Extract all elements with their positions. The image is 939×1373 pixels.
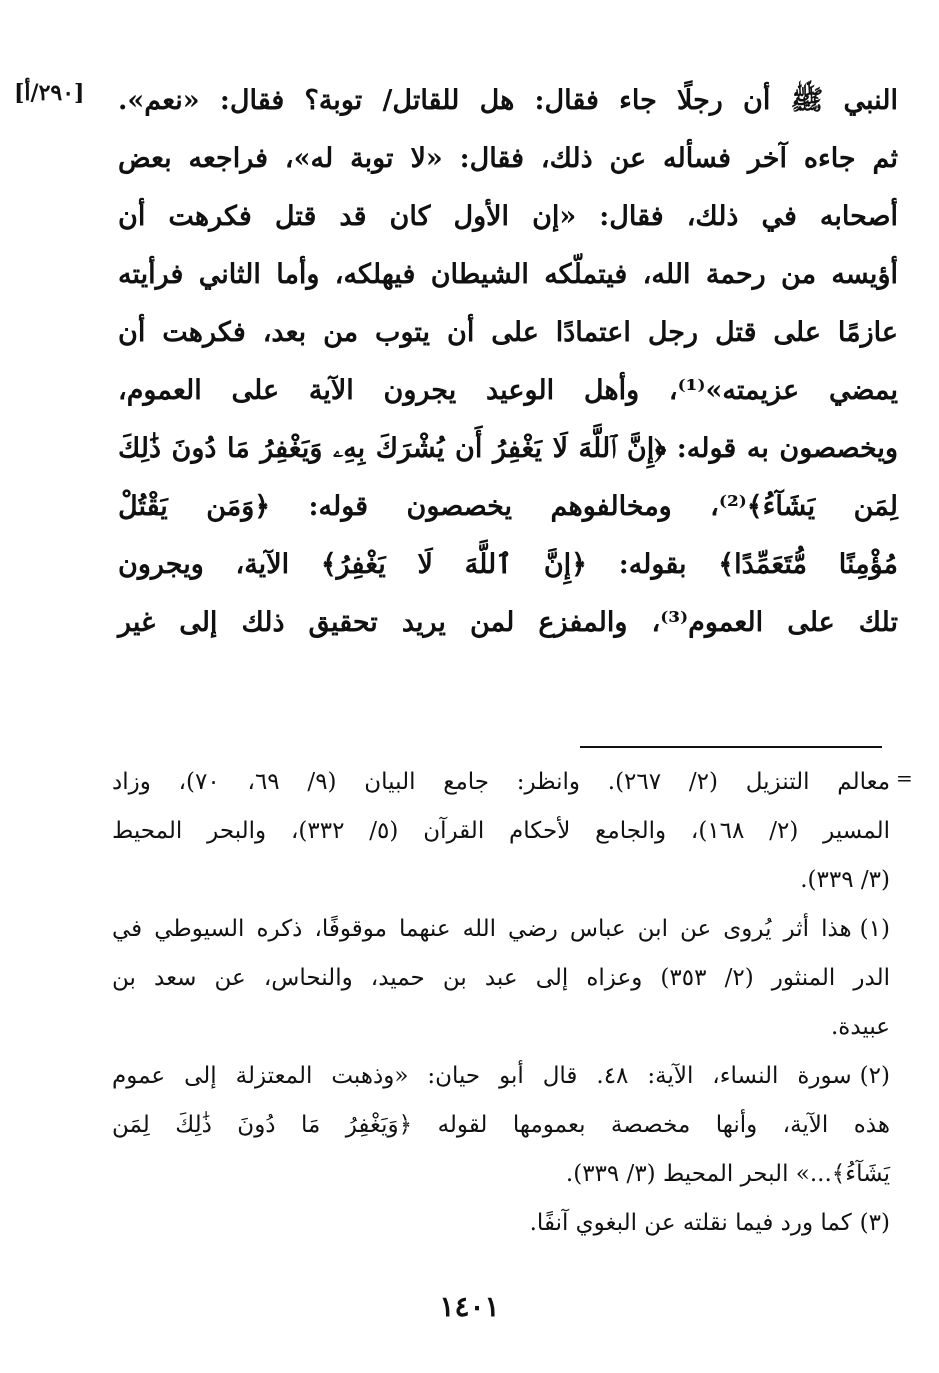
main-line: مُؤْمِنًا مُّتَعَمِّدًا﴾ بقوله: ﴿إِنَّ ٱللَّهَ لَا يَغْفِرُ﴾ الآية، ويجرون	[118, 549, 898, 580]
footnote-line: هذه الآية، وأنها مخصصة بعمومها لقوله ﴿وَيَغْفِرُ مَا دُونَ ذَٰلِكَ لِمَن	[112, 1112, 890, 1138]
footnote-line: الدر المنثور (٢/ ٣٥٣) وعزاه إلى عبد بن حميد، والنحاس، عن سعد بن	[112, 965, 891, 991]
footnote-line: المسير (٢/ ١٦٨)، والجامع لأحكام القرآن (٥/ ٣٣٢)، والبحر المحيط	[112, 818, 890, 844]
main-line: تلك على العموم⁽³⁾، والمفزع لمن يريد تحقيق ذلك إلى غير	[118, 607, 898, 638]
main-line: أصحابه في ذلك، فقال: «إن الأول كان قد قتل فكرهت أن	[118, 201, 898, 232]
main-text	[118, 72, 898, 652]
main-line: النبي ﷺ أن رجلًا جاء فقال: هل للقاتل/ توبة؟ فقال: «نعم».	[118, 85, 898, 116]
footnote-text: كما ورد فيما نقلته عن البغوي آنفًا.	[529, 1210, 852, 1236]
main-line: ثم جاءه آخر فسأله عن ذلك، فقال: «لا توبة له»، فراجعه بعض	[118, 143, 898, 174]
footnote-number: (١)	[859, 916, 890, 942]
footnote-line: معالم التنزيل (٢/ ٢٦٧). وانظر: جامع البيان (٩/ ٦٩، ٧٠)، وزاد	[112, 769, 891, 795]
footnote-separator	[580, 746, 882, 748]
footnote-number: (٢)	[859, 1063, 890, 1089]
footnote-line	[112, 905, 890, 954]
main-line: لِمَن يَشَآءُ﴾⁽²⁾، ومخالفوهم يخصصون قوله: ﴿وَمَن يَقْتُلْ	[118, 491, 898, 522]
footnote-line: يَشَآءُ﴾...» البحر المحيط (٣/ ٣٣٩).	[565, 1161, 890, 1187]
main-line: أؤيسه من رحمة الله، فيتملّكه الشيطان فيهلكه، وأما الثاني فرأيته	[118, 259, 898, 290]
footnote-line: (٣/ ٣٣٩).	[800, 867, 890, 893]
footnote-line	[112, 1052, 890, 1101]
footnote-line: عبيدة.	[830, 1014, 890, 1040]
page-number: ١٤٠١	[439, 1290, 500, 1323]
footnote-3	[112, 1199, 890, 1248]
main-line: يمضي عزيمته»⁽¹⁾، وأهل الوعيد يجرون الآية على العموم،	[118, 375, 898, 406]
footnote-continuation	[112, 758, 890, 905]
footnote-1	[112, 905, 890, 1052]
footnote-text: هذا أثر يُروى عن ابن عباس رضي الله عنهما موقوفًا، ذكره السيوطي في	[112, 916, 852, 942]
footnote-text: سورة النساء، الآية: ٤٨. قال أبو حيان: «وذهبت المعتزلة إلى عموم	[112, 1063, 852, 1089]
continuation-mark: =	[896, 766, 913, 790]
folio-marker: [۲۹۰/أ]	[14, 80, 85, 106]
footnote-number: (٣)	[859, 1210, 890, 1236]
footnote-line	[112, 1199, 890, 1248]
main-line: عازمًا على قتل رجل اعتمادًا على أن يتوب من بعد، فكرهت أن	[118, 317, 898, 348]
footnotes	[112, 758, 890, 1248]
footnote-2	[112, 1052, 890, 1199]
main-line: ويخصصون به قوله: ﴿إِنَّ ٱللَّهَ لَا يَغْفِرُ أَن يُشْرَكَ بِهِۦ وَيَغْفِرُ مَا دُونَ ذَٰلِكَ	[118, 433, 898, 464]
